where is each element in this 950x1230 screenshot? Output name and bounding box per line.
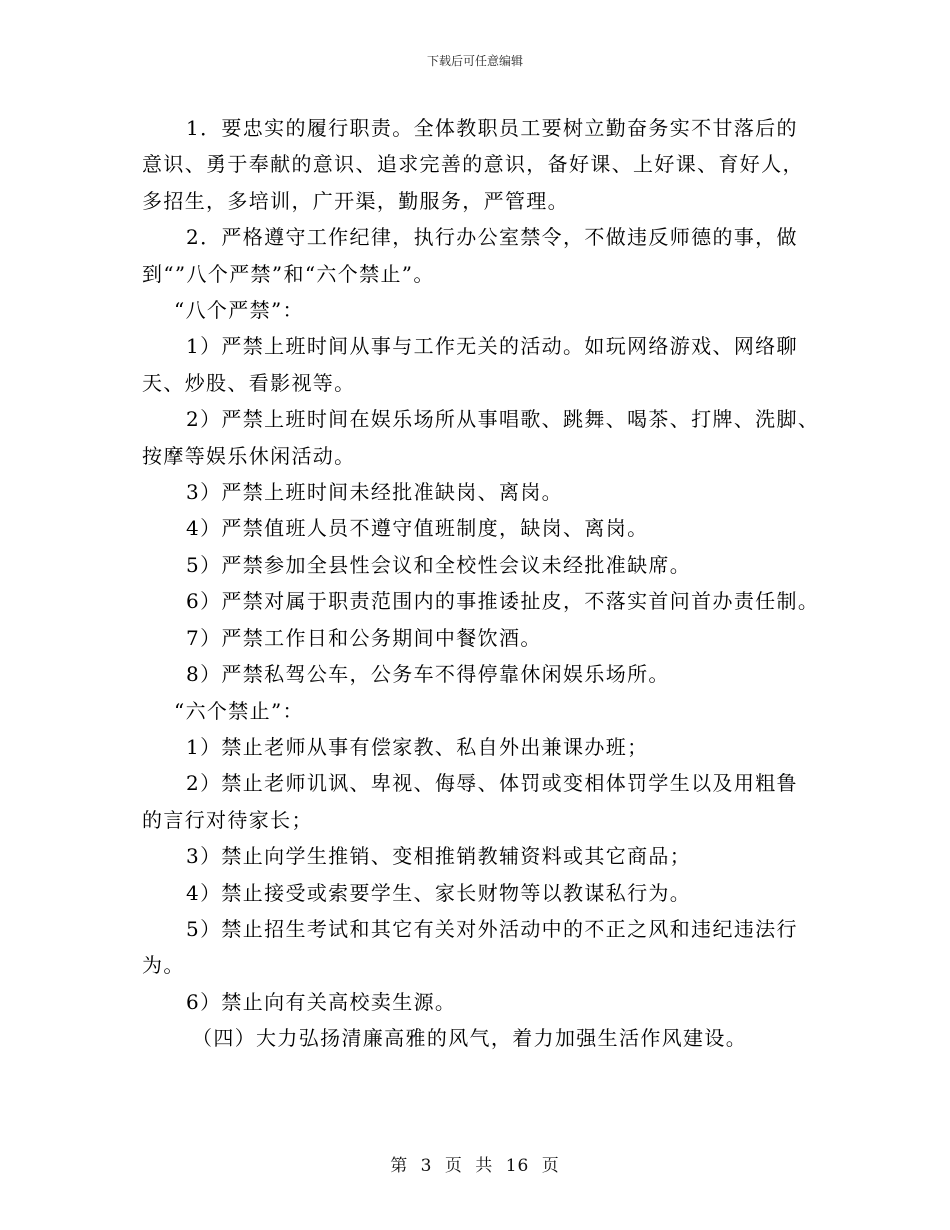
paragraph-line: 到“”八个严禁”和“六个禁止”。 bbox=[142, 261, 435, 286]
list-item-line: 3）禁止向学生推销、变相推销教辅资料或其它商品； bbox=[186, 844, 692, 869]
list-item-line: 1）禁止老师从事有偿家教、私自外出兼课办班； bbox=[186, 734, 649, 759]
list-item-line: 2）严禁上班时间在娱乐场所从事唱歌、跳舞、喝茶、打牌、洗脚、 bbox=[186, 407, 820, 432]
list-item-line: 6）严禁对属于职责范围内的事推诿扯皮，不落实首问首办责任制。 bbox=[186, 589, 820, 614]
list-item-line: 为。 bbox=[142, 953, 185, 978]
list-item-line: 天、炒股、看影视等。 bbox=[142, 370, 356, 395]
list-item-line: 8）严禁私驾公车，公务车不得停靠休闲娱乐场所。 bbox=[186, 662, 670, 687]
list-item-line: 6）禁止向有关高校卖生源。 bbox=[186, 989, 457, 1014]
list-item-line: 7）严禁工作日和公务期间中餐饮酒。 bbox=[186, 625, 542, 650]
list-item-line: 3）严禁上班时间未经批准缺岗、离岗。 bbox=[186, 480, 564, 505]
header-note: 下载后可任意编辑 bbox=[426, 54, 523, 68]
document-body bbox=[142, 110, 822, 1057]
list-item-line: 1）严禁上班时间从事与工作无关的活动。如玩网络游戏、网络聊 bbox=[186, 334, 798, 359]
paragraph-line: 1．要忠实的履行职责。全体教职员工要树立勤奋务实不甘落后的 bbox=[186, 116, 798, 140]
list-item-line: 4）禁止接受或索要学生、家长财物等以教谋私行为。 bbox=[186, 880, 692, 905]
list-item-line: 按摩等娱乐休闲活动。 bbox=[142, 443, 356, 468]
list-item-line: 2）禁止老师讥讽、卑视、侮辱、体罚或变相体罚学生以及用粗鲁 bbox=[186, 771, 798, 796]
list-item-line: 的言行对待家长； bbox=[142, 807, 313, 832]
page-number-footer: 第 3 页 共 16 页 bbox=[390, 1156, 560, 1176]
paragraph-line: 意识、勇于奉献的意识、追求完善的意识，备好课、上好课、育好人， bbox=[142, 152, 804, 177]
section-heading-six-bans: “六个禁止”： bbox=[174, 698, 304, 723]
list-item-line: 5）禁止招生考试和其它有关对外活动中的不正之风和违纪违法行 bbox=[186, 916, 798, 941]
paragraph-line: 多招生，多培训，广开渠，勤服务，严管理。 bbox=[142, 188, 569, 213]
paragraph-line: 2．严格遵守工作纪律，执行办公室禁令，不做违反师德的事，做 bbox=[186, 225, 798, 250]
section-heading-eight-prohibitions: “八个严禁”： bbox=[174, 298, 304, 323]
list-item-line: 4）严禁值班人员不遵守值班制度，缺岗、离岗。 bbox=[186, 516, 649, 541]
list-item-line: 5）严禁参加全县性会议和全校性会议未经批准缺席。 bbox=[186, 552, 692, 577]
section-heading-four: （四）大力弘扬清廉高雅的风气，着力加强生活作风建设。 bbox=[192, 1026, 748, 1051]
